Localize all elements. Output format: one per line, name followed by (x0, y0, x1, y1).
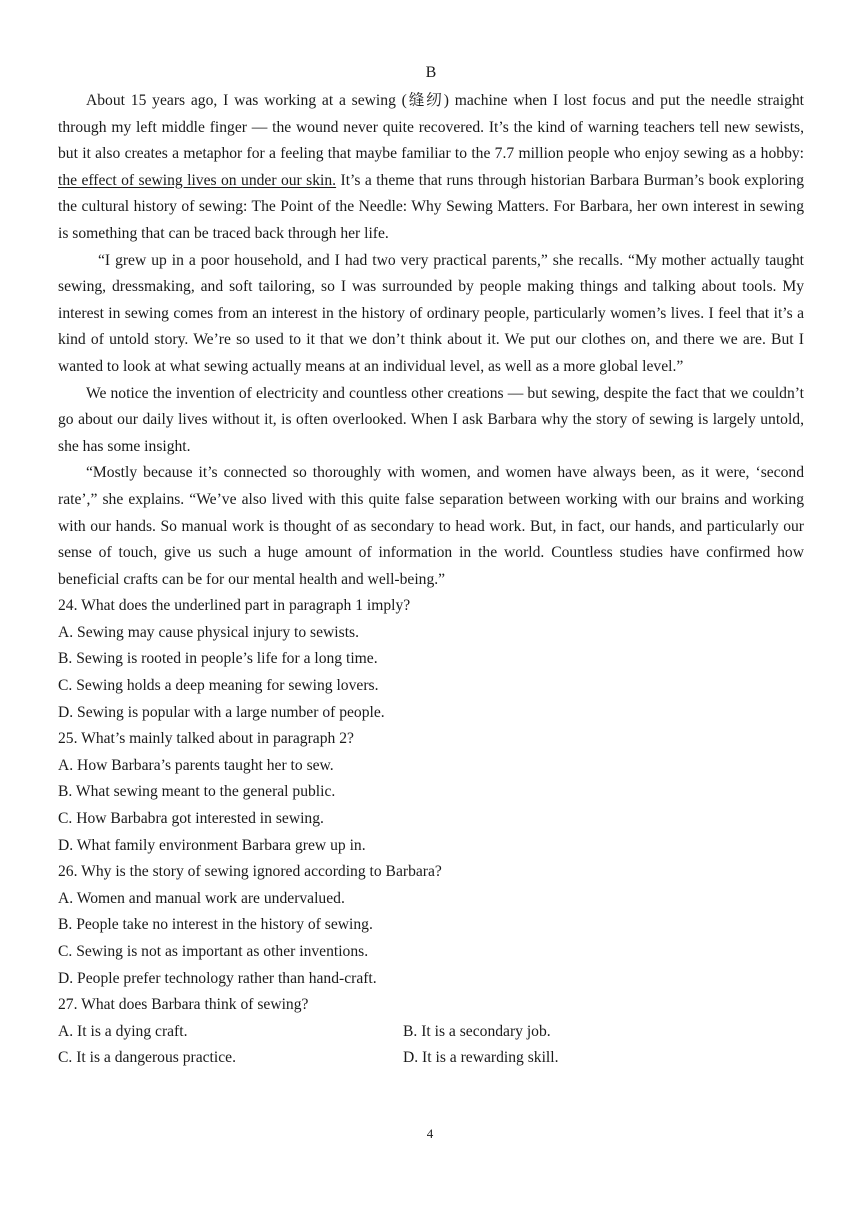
option-a: A. Women and manual work are undervalued. (58, 889, 345, 907)
underlined-phrase: the effect of sewing lives on under our skin. (58, 171, 337, 189)
option-b: B. People take no interest in the history of sewing. (58, 916, 373, 934)
exam-page (58, 62, 804, 1072)
section-heading: B (425, 64, 437, 81)
question-stem: 27. What does Barbara think of sewing? (58, 996, 309, 1014)
question-26 (58, 859, 804, 992)
paragraph-4: “Mostly because it’s connected so thoroughly with women, and women have always been, as it were, ‘second rate’,” she explains. “We’ve also lived with this quite false separation between working with our brains and working with our hands. So manual work is thought of as secondary to head work. But, in fact, our hands, and particularly our sense of touch, give us such a huge amount of information in the world. Countless studies have confirmed how beneficial crafts can be for our mental health and well-being.” (58, 464, 804, 588)
option-c: C. How Barbabra got interested in sewing. (58, 810, 324, 828)
option-a: A. How Barbara’s parents taught her to sew. (58, 756, 334, 774)
option-b: B. It is a secondary job. (403, 1022, 551, 1040)
question-24 (58, 593, 804, 726)
option-d: D. It is a rewarding skill. (403, 1049, 559, 1067)
option-d: D. What family environment Barbara grew up in. (58, 836, 366, 854)
paragraph-2: “I grew up in a poor household, and I had two very practical parents,” she recalls. “My mother actually taught sewing, dressmaking, and soft tailoring, so I was surrounded by people making things and talking about tools. My interest in sewing comes from an interest in the history of ordinary people, particularly women’s lives. I feel that it’s a kind of untold story. We’re so used to it that we don’t think about it. We put our clothes on, and there we are. But I wanted to look at what sewing actually means at an individual level, as well as a more global level.” (58, 251, 804, 375)
paragraph-1-after: It’s a theme that runs through historian Barbara Burman’s book exploring the cultural history of sewing: The Point of the Needle: Why Sewing Matters. For Barbara, her own interest in sewing is something that can be traced back through her life. (58, 171, 804, 242)
question-stem: 26. Why is the story of sewing ignored according to Barbara? (58, 863, 442, 881)
page-number: 4 (426, 1126, 434, 1141)
option-b: B. What sewing meant to the general public. (58, 783, 336, 801)
option-c: C. Sewing holds a deep meaning for sewing lovers. (58, 677, 379, 695)
option-d: D. Sewing is popular with a large number of people. (58, 703, 385, 721)
option-a: A. It is a dying craft. (58, 1022, 188, 1040)
paragraph-1 (58, 88, 804, 248)
question-stem: 25. What’s mainly talked about in paragraph 2? (58, 730, 354, 748)
option-c: C. Sewing is not as important as other inventions. (58, 943, 369, 960)
options-grid (58, 1019, 804, 1072)
option-a: A. Sewing may cause physical injury to sewists. (58, 623, 360, 641)
question-27 (58, 992, 804, 1072)
option-d: D. People prefer technology rather than hand-craft. (58, 969, 377, 987)
option-b: B. Sewing is rooted in people’s life for a long time. (58, 650, 378, 668)
question-25 (58, 726, 804, 859)
question-stem: 24. What does the underlined part in paragraph 1 imply? (58, 597, 411, 615)
paragraph-1-before: About 15 years ago, I was working at a sewing (缝纫) machine when I lost focus and put the needle straight through my left middle finger — the wound never quite recovered. It’s the kind of warning teachers tell new sewists, but it also creates a metaphor for a feeling that maybe familiar to the 7.7 million people who enjoy sewing as a hobby: (58, 92, 804, 163)
paragraph-3: We notice the invention of electricity and countless other creations — but sewing, despite the fact that we couldn’t go about our daily lives without it, is often overlooked. When I ask Barbara why the story of sewing is largely untold, she has some insight. (58, 384, 804, 455)
option-c: C. It is a dangerous practice. (58, 1049, 236, 1067)
